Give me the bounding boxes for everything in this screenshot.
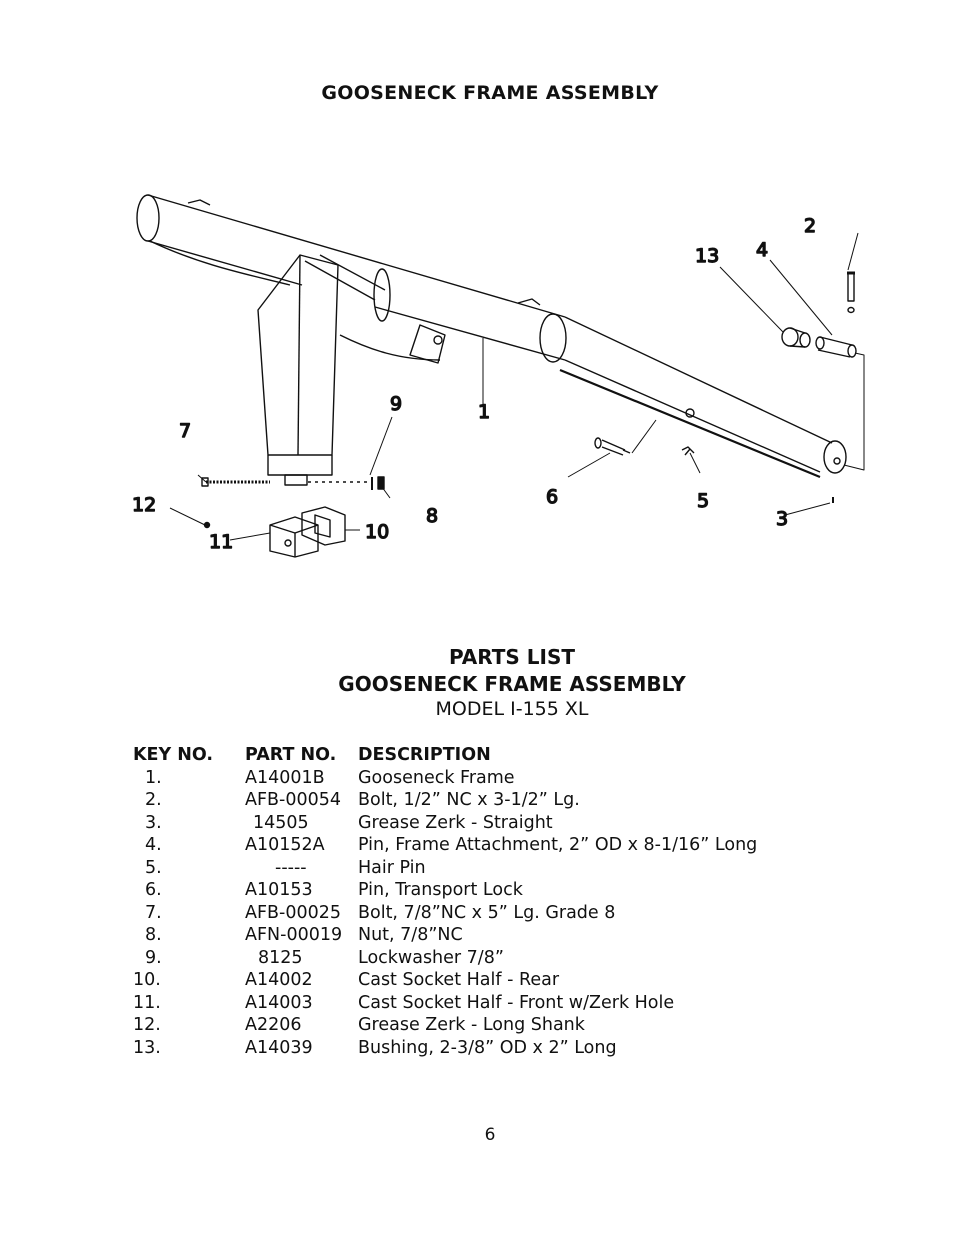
row-key: 11.	[133, 992, 161, 1013]
row-description: Nut, 7/8”NC	[358, 925, 463, 945]
page-number: 6	[484, 1125, 496, 1145]
row-part-number: A14003	[245, 992, 313, 1013]
callout-13: 13	[695, 245, 720, 267]
row-description: Cast Socket Half - Front w/Zerk Hole	[358, 992, 675, 1013]
row-description: Bushing, 2-3/8” OD x 2” Long	[358, 1037, 617, 1058]
row-description: Lockwasher 7/8”	[358, 947, 504, 968]
row-description: Hair Pin	[358, 857, 426, 878]
parts-list-heading: PARTS LIST	[448, 645, 576, 669]
row-key: 8.	[145, 925, 162, 945]
callout-4: 4	[756, 239, 769, 261]
row-part-number: A14001B	[245, 767, 325, 788]
row-part-number: AFN-00019	[245, 925, 343, 945]
row-key: 4.	[145, 835, 162, 855]
row-description: Grease Zerk - Straight	[358, 812, 553, 833]
page-title: GOOSENECK FRAME ASSEMBLY	[321, 82, 659, 104]
callout-2: 2	[804, 215, 817, 237]
callout-7: 7	[179, 420, 192, 442]
row-key: 6.	[145, 880, 162, 900]
row-description: Pin, Transport Lock	[358, 880, 523, 900]
callout-5: 5	[697, 490, 710, 512]
gooseneck-frame-drawing	[137, 195, 864, 557]
row-key: 1.	[145, 767, 162, 788]
row-key: 3.	[145, 812, 162, 833]
column-header-description: DESCRIPTION	[358, 745, 491, 765]
callout-11: 11	[209, 531, 234, 553]
parts-list-model: MODEL I-155 XL	[435, 698, 589, 720]
row-key: 12.	[133, 1015, 161, 1035]
row-part-number: -----	[275, 857, 307, 878]
row-key: 10.	[133, 970, 161, 990]
row-part-number: A10153	[245, 880, 313, 900]
row-key: 2.	[145, 790, 162, 810]
row-part-number: A2206	[245, 1015, 302, 1035]
row-part-number: AFB-00054	[245, 790, 342, 810]
row-part-number: A10152A	[245, 835, 325, 855]
row-key: 9.	[145, 947, 162, 968]
row-description: Bolt, 1/2” NC x 3-1/2” Lg.	[358, 790, 580, 810]
callout-12: 12	[132, 494, 157, 516]
row-part-number: 8125	[258, 947, 303, 968]
row-description: Gooseneck Frame	[358, 767, 515, 788]
row-description: Grease Zerk - Long Shank	[358, 1015, 585, 1035]
callout-9: 9	[390, 393, 403, 415]
column-header-part: PART NO.	[245, 745, 337, 765]
callout-3: 3	[776, 508, 789, 530]
row-part-number: 14505	[253, 812, 309, 833]
gooseneck-frame-diagram	[120, 185, 880, 560]
callout-10: 10	[365, 521, 390, 543]
column-header-key: KEY NO.	[133, 745, 214, 765]
row-description: Cast Socket Half - Rear	[358, 970, 560, 990]
row-part-number: A14002	[245, 970, 313, 990]
row-key: 13.	[133, 1037, 161, 1058]
row-key: 7.	[145, 902, 162, 923]
callout-6: 6	[546, 486, 559, 508]
row-description: Pin, Frame Attachment, 2” OD x 8-1/16” Long	[358, 835, 758, 855]
callout-1: 1	[478, 401, 491, 423]
row-key: 5.	[145, 857, 162, 878]
row-description: Bolt, 7/8”NC x 5” Lg. Grade 8	[358, 902, 616, 923]
row-part-number: A14039	[245, 1037, 313, 1058]
parts-list-subheading: GOOSENECK FRAME ASSEMBLY	[338, 672, 686, 696]
callout-8: 8	[426, 505, 439, 527]
row-part-number: AFB-00025	[245, 902, 342, 923]
